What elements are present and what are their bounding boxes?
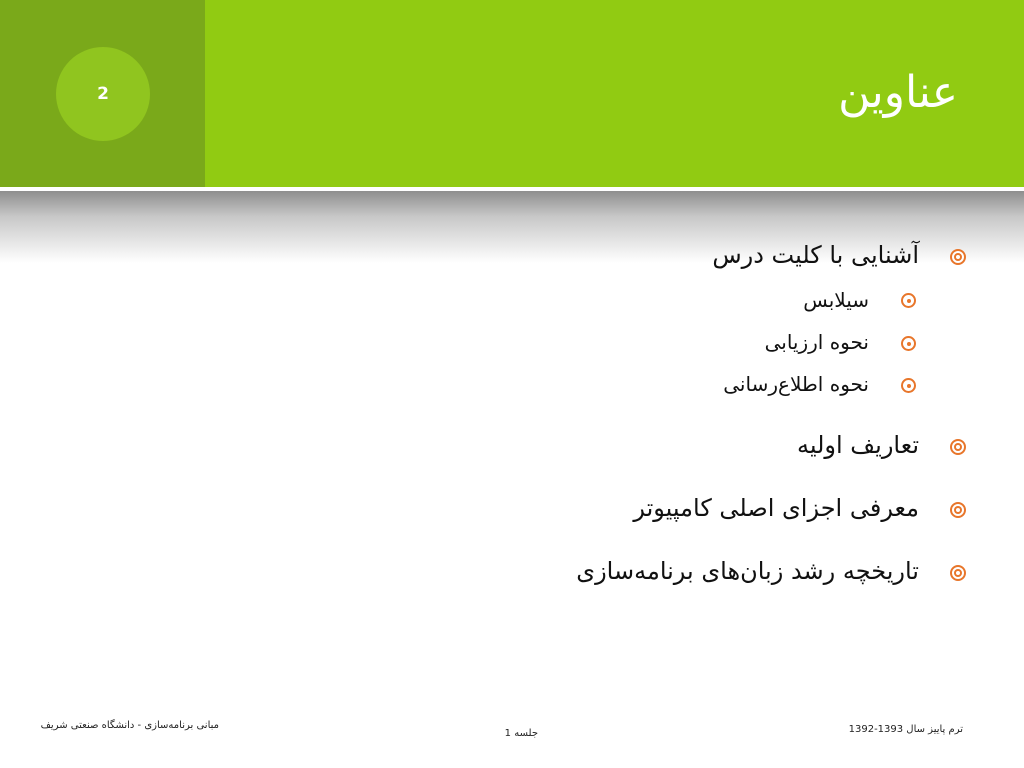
double-ring-bullet-icon (950, 502, 966, 518)
bullet-item: معرفی اجزای اصلی کامپیوتر (633, 494, 919, 522)
footer-course: مبانی برنامه‌سازی - دانشگاه صنعتی شریف (40, 720, 219, 731)
dot-ring-bullet-icon (901, 293, 916, 308)
sub-bullet-item: نحوه اطلاع‌رسانی (723, 372, 869, 396)
dot-ring-bullet-icon (901, 378, 916, 393)
bullet-item: تاریخچه رشد زبان‌های برنامه‌سازی (576, 557, 919, 585)
footer-session: جلسه 1 (504, 728, 538, 739)
slide-number: 2 (56, 47, 150, 141)
double-ring-bullet-icon (950, 249, 966, 265)
sub-bullet-item: نحوه ارزیابی (764, 330, 869, 354)
double-ring-bullet-icon (950, 565, 966, 581)
slide-title: عناوین (838, 67, 958, 118)
double-ring-bullet-icon (950, 439, 966, 455)
dot-ring-bullet-icon (901, 336, 916, 351)
footer-term: ترم پاییز سال 1393-1392 (848, 724, 963, 735)
sub-bullet-item: سیلابس (803, 288, 869, 312)
bullet-item: تعاریف اولیه (797, 431, 919, 459)
bullet-item: آشنایی با کلیت درس (712, 241, 919, 269)
